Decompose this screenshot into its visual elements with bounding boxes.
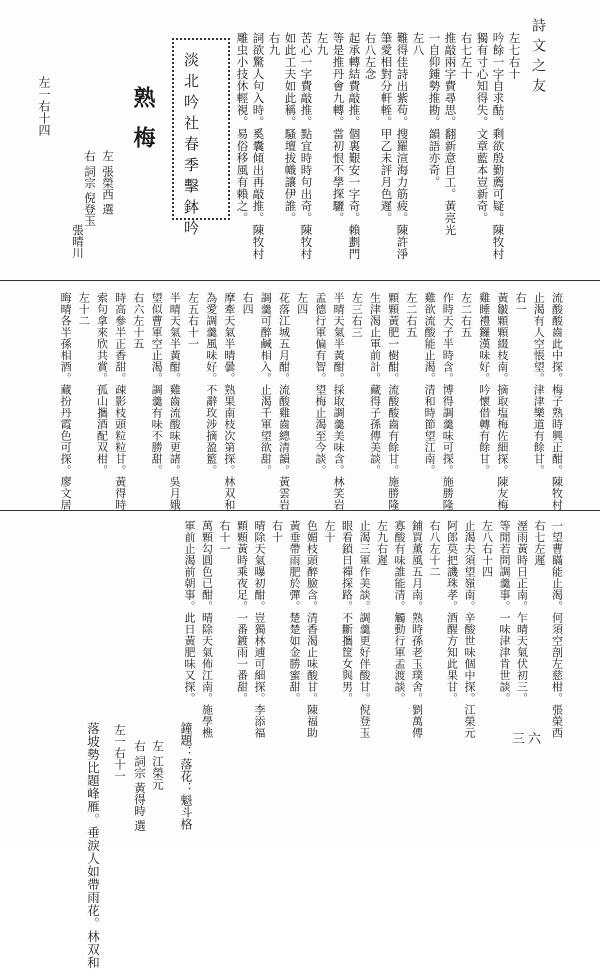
bottom-column-18: 顆顆黃時乘夜足。一番鍍雨一番甜。: [235, 520, 249, 704]
middle-column-17: 右四: [241, 292, 255, 315]
bottom-column-12: 眼看鎖日禪探路。不斷攜筐女與男。: [340, 520, 354, 704]
section-divider-bottom: [0, 510, 600, 511]
middle-column-6: 作時天子半時含。博得調羹味可探。施勝隆: [441, 292, 455, 511]
middle-column-10: 生津渴止軍前計。藏得子孫傳美談。: [368, 292, 382, 476]
bottom-column-5: 止渴夫須望嶺南。辛酸世味個中探。江榮元: [463, 520, 476, 739]
middle-column-23: 右六左十五: [131, 292, 145, 350]
judge-left: 左 張榮西 選: [101, 150, 115, 215]
top-column-0: 左七右十: [507, 32, 522, 80]
bottom-column-2: 溼雨黃時日正南。乍晴天氣伏初三。: [515, 520, 529, 704]
bottom-column-14: 色媚枝頭醉臉含。清香渴止味酸甘。陳福助: [305, 520, 319, 739]
middle-column-12: 半晴天氣半黃酣。採取調羹美味含。林笑岩: [332, 292, 346, 511]
bottom-column-7: 右八左十二: [428, 520, 441, 578]
bottom-column-4: 左八右十四: [480, 520, 494, 578]
judge-extra: 張晴川: [71, 224, 85, 259]
bottom-column-10: 左九右遲: [375, 520, 389, 566]
bottom-column-11: 止渴三軍作美談。調羹更好伴酸甘。倪登玉: [358, 520, 371, 739]
middle-column-18: 摩牽天氣半晴曇。熟果南枝次第探。林双和: [222, 292, 236, 511]
top-column-4: 推敲兩字費尋思。翻新意自工。黃亮光: [443, 32, 458, 236]
judge-right: 右 詞宗 倪登玉: [83, 150, 97, 227]
magazine-title: 詩文之友: [530, 18, 546, 98]
top-column-7: 難得佳詩出紫苟。搜羅渲海力筋疲。陳許淨: [395, 32, 410, 260]
middle-column-2: 右一: [514, 292, 528, 315]
middle-column-25: 索句拿來欣共賞。孤山攜酒配双柑。: [95, 292, 109, 476]
bottom-column-15: 黃垂帶雨肥於彈。楚楚如金勝蜜甜。: [288, 520, 301, 704]
top-column-10: 起承轉結費敲推。個裏艱安一字奇。賴劃門: [347, 32, 362, 260]
middle-column-13: 孟德行軍偏有智。望梅止渴至今談。: [313, 292, 327, 476]
top-column-16: 詞欲驚人句入時。奚囊傾出再敲推。陳牧村: [251, 32, 266, 260]
top-column-15: 右九: [267, 32, 282, 56]
bottom-column-8: 鋪買薰風五月南。熟時孫老玉璞舍。劉萬傳: [410, 520, 424, 739]
middle-column-26: 左十二: [77, 292, 91, 327]
bottom-column-3: 等閒若問調羹事。一味津津肯世談。: [498, 520, 511, 704]
top-column-1: 吟餘一字自求酤。剩欲殷勤薦可疑。陳牧村: [491, 32, 506, 260]
middle-column-5: 左二右五: [459, 292, 473, 338]
top-column-5: 一自仰鍾勢推勘。韻語亦奇。: [427, 32, 442, 188]
top-column-6: 左八: [411, 32, 426, 56]
top-column-12: 左九: [315, 32, 330, 56]
bottom-column-13: 左十: [323, 520, 336, 543]
top-column-8: 筆愛相對分軒輊。甲乙未評月色遲。: [379, 32, 394, 224]
top-column-17: 雕虫小技休輕視。易俗移風有賴之。: [235, 32, 250, 224]
middle-column-7: 雞欲流酸能止渴。清和時節望江南。: [423, 292, 437, 476]
bottom-column-21: 軍前止渴前朝事。此日黃肥味又探。: [183, 520, 196, 704]
top-column-13: 苦心一字費敲推。點宜時時句出奇。陳牧村: [299, 32, 314, 260]
middle-column-0: 流酸酸齒此中探。梅子熟時興正酣。陳牧村: [550, 292, 564, 511]
bottom-column-19: 右十一: [218, 520, 231, 555]
bottom-column-0: 一望曹瞞能止渴。何須空剖左慈柑。張榮西: [550, 520, 564, 739]
top-column-2: 獨有寸心知得失。文章藍本豈新奇。: [475, 32, 490, 224]
bottom-last-poem: 落坡勢比題峰雁。垂淚人如帶雨花。林双和: [85, 722, 101, 969]
bottom-column-20: 萬顆勾圓色已酣。晴除天氣佈江南。施學樵: [200, 520, 214, 739]
bottom-column-17: 晴除天氣曝初酣。豈獨林逋可細探。李添福: [253, 520, 266, 739]
middle-column-15: 花落江城五月酣。流酸雞齒總清韻。黃雲岩: [277, 292, 291, 511]
bottom-column-1: 右七左遲: [533, 520, 546, 566]
middle-column-21: 半晴天氣半黃酣。雞齒流酸味更諸。吳月娥: [168, 292, 182, 511]
middle-column-14: 左四: [295, 292, 309, 315]
middle-column-19: 為愛調羹風味好。不辭玫涉摘盈籃。: [204, 292, 218, 476]
top-column-11: 等是推丹會九轉。當初恨不學探驪。: [331, 32, 346, 224]
title-line1: 淡北吟社春季擊鉢吟: [182, 52, 200, 241]
middle-column-11: 左三右三: [350, 292, 364, 338]
middle-column-16: 調羹可醉鹹相入。止渴千軍望欲甜。: [259, 292, 273, 476]
middle-column-27: 晦晴各半孫相酒。藏扮丹霞色可探。廖文居: [59, 292, 73, 511]
middle-column-3: 黃皺顆顆綴枝南。摘取塩梅佐細探。陳友梅: [495, 292, 509, 511]
middle-column-4: 雞睡禮鑼漢味好。吟懷借轉有餘甘。: [477, 292, 491, 476]
middle-column-22: 望似曹軍空止渴。調羹有味不勝甜。: [150, 292, 164, 476]
middle-column-1: 止渴有人空悵望。津津樂道有餘甘。: [532, 292, 546, 476]
middle-column-24: 時高參半正香甜。疎影枝頭粒粒甘。黃得時: [113, 292, 127, 511]
section-divider-top: [0, 280, 600, 281]
top-column-14: 如此工夫如此稱。騷壇拔幟讓伊誰。: [283, 32, 298, 224]
bottom-column-9: 寡酸有味誰能清。觸動行軍孟渡談。: [393, 520, 406, 704]
bottom-section-title: 鐘題：落花：魁斗格: [179, 722, 193, 830]
bottom-column-6: 阿郎莫把譏珠孝。酒醒方知此果甘。: [445, 520, 459, 704]
top-left-rank: 左一右十四: [37, 76, 51, 136]
page-number: 三六: [512, 732, 545, 747]
top-column-9: 右八左念: [363, 32, 378, 80]
middle-column-8: 左二右五: [404, 292, 418, 338]
top-column-3: 右七左十: [459, 32, 474, 80]
bottom-judge-right: 右 詞宗 黃得時 選: [133, 740, 147, 832]
bottom-last-rank: 左一右十一: [113, 724, 127, 782]
bottom-judge-left: 左 江榮元: [151, 740, 165, 790]
bottom-column-16: 右十: [270, 520, 284, 543]
poem-title: 熟梅: [130, 86, 156, 166]
middle-column-9: 顆顆黃肥一樹酣。流酸酸齒有餘甘。施勝隆: [386, 292, 400, 511]
middle-column-20: 左五右十一: [186, 292, 200, 350]
